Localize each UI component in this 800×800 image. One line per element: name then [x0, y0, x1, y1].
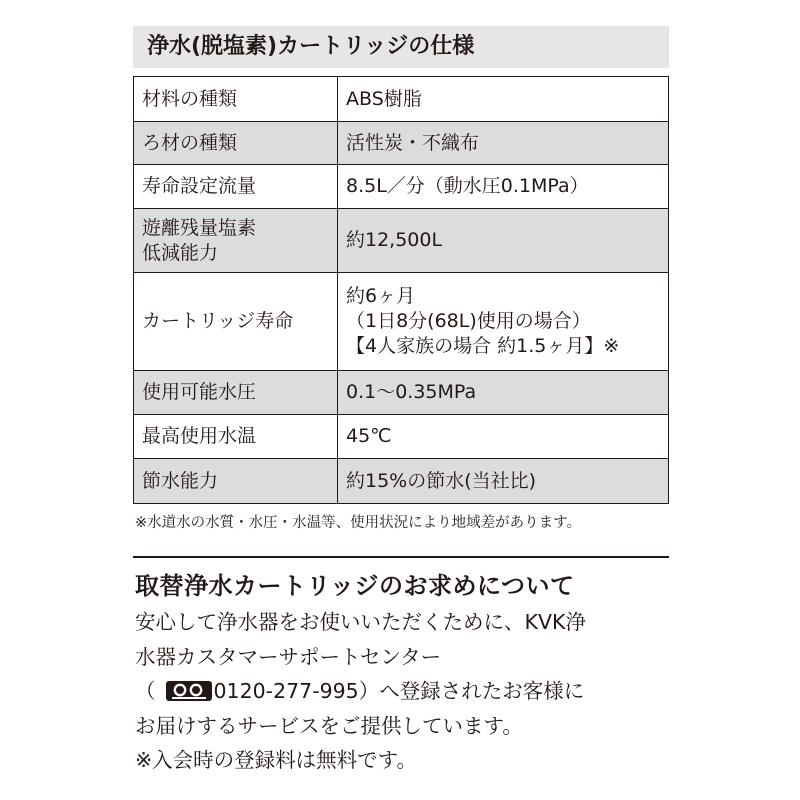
row-value: 約12,500L — [338, 209, 669, 273]
row-label: 寿命設定流量 — [134, 165, 338, 209]
row-value: 約15%の節水(当社比) — [338, 459, 669, 504]
row-value: 約6ヶ月 （1日8分(68L)使用の場合） 【4人家族の場合 約1.5ヶ月】※ — [338, 273, 669, 371]
phone-number: 0120-277-995 — [213, 679, 359, 703]
row-value: 活性炭・不織布 — [338, 122, 669, 165]
row-label: 遊離残量塩素 低減能力 — [134, 209, 338, 273]
table-row — [134, 122, 669, 165]
row-value: 8.5L／分（動水圧0.1MPa） — [338, 165, 669, 209]
table-row — [134, 371, 669, 415]
table-row — [134, 273, 669, 371]
info-line: 安心して浄水器をお使いいただくために、KVK浄 — [135, 610, 586, 634]
info-footnote: ※入会時の登録料は無料です。 — [135, 748, 418, 772]
spec-table — [133, 76, 669, 504]
table-row — [134, 209, 669, 273]
row-label: 節水能力 — [134, 459, 338, 504]
row-value: 45℃ — [338, 415, 669, 459]
row-label: ろ材の種類 — [134, 122, 338, 165]
row-label: 材料の種類 — [134, 77, 338, 122]
spec-footnote: ※水道水の水質・水圧・水温等、使用状況により地域差があります。 — [135, 515, 581, 531]
info-title: 取替浄水カートリッジのお求めについて — [135, 572, 575, 600]
table-row — [134, 459, 669, 504]
table-row — [134, 165, 669, 209]
info-line: 水器カスタマーサポートセンター — [135, 644, 442, 669]
table-row — [134, 415, 669, 459]
info-line-phone: （ 0120-277-995）へ登録されたお客様に — [135, 679, 585, 703]
spec-title: 浄水(脱塩素)カートリッジの仕様 — [133, 26, 669, 68]
table-row — [134, 77, 669, 122]
row-label: カートリッジ寿命 — [134, 273, 338, 371]
row-value: ABS樹脂 — [338, 77, 669, 122]
info-line: お届けするサービスをご提供しています。 — [135, 713, 523, 738]
section-divider — [133, 556, 669, 558]
free-dial-icon — [166, 681, 212, 701]
row-value: 0.1〜0.35MPa — [338, 371, 669, 415]
info-body — [135, 605, 675, 778]
row-label: 使用可能水圧 — [134, 371, 338, 415]
row-label: 最高使用水温 — [134, 415, 338, 459]
